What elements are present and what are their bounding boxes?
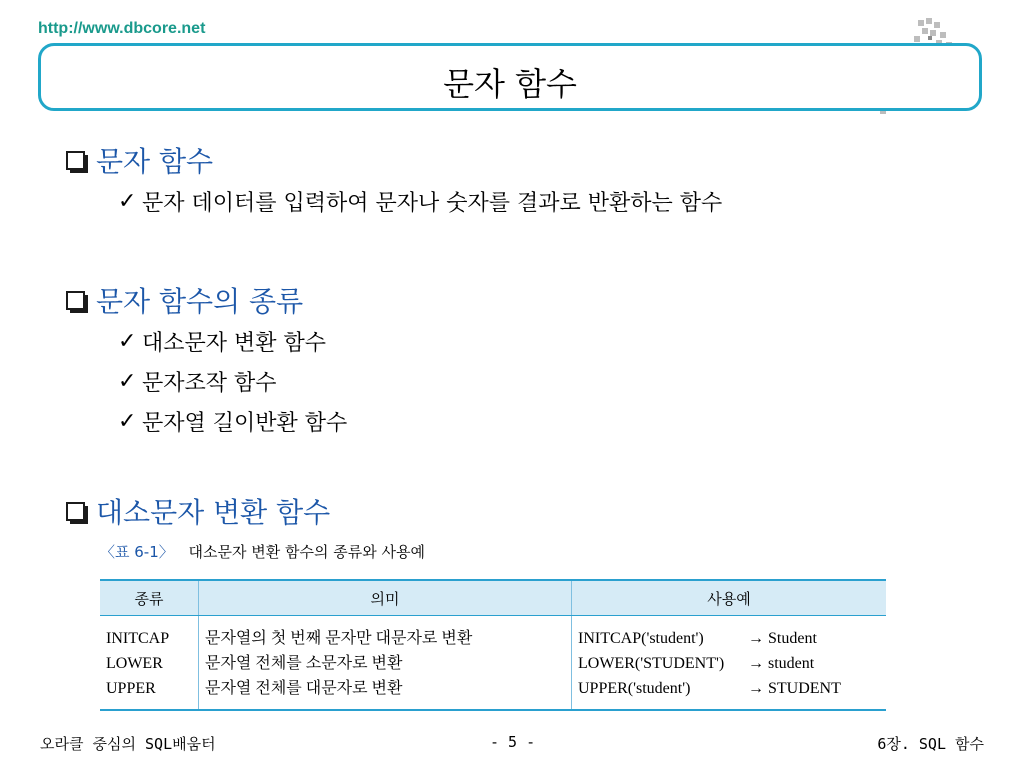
table-caption-text: 대소문자 변환 함수의 종류와 사용예 xyxy=(188,543,425,561)
checkbox-bullet-icon xyxy=(66,291,85,310)
kind-value: LOWER xyxy=(106,655,163,672)
example-result: → STUDENT xyxy=(748,680,841,697)
list-item xyxy=(118,326,326,357)
footer-page-number: - 5 - xyxy=(490,733,536,751)
meaning-cell xyxy=(199,616,572,711)
footer-book-title: 오라클 중심의 SQL배움터 xyxy=(40,735,216,753)
list-item-text: 문자조작 함수 xyxy=(142,371,277,396)
example-line xyxy=(578,651,880,676)
checkbox-bullet-icon xyxy=(66,502,85,521)
meaning-value: 문자열 전체를 대문자로 변환 xyxy=(205,680,403,697)
column-header: 종류 xyxy=(100,580,199,616)
section-heading-case-conversion xyxy=(66,491,330,531)
check-icon: ✓ xyxy=(118,189,137,214)
kind-cell xyxy=(100,616,199,711)
section-heading-text: 문자 함수 xyxy=(96,145,214,178)
meaning-value: 문자열 전체를 소문자로 변환 xyxy=(205,655,403,672)
check-icon: ✓ xyxy=(118,329,137,354)
example-call: LOWER('STUDENT') xyxy=(578,655,725,672)
check-icon: ✓ xyxy=(118,369,137,394)
example-cell xyxy=(572,616,887,711)
checkbox-bullet-icon xyxy=(66,151,85,170)
footer-chapter: 6장. SQL 함수 xyxy=(877,735,984,753)
column-header: 사용예 xyxy=(572,580,887,616)
list-item xyxy=(118,186,722,217)
example-call: INITCAP('student') xyxy=(578,630,704,647)
list-item xyxy=(118,366,277,397)
kind-value: INITCAP xyxy=(106,630,170,647)
example-call: UPPER('student') xyxy=(578,680,691,697)
list-item-text: 문자 데이터를 입력하여 문자나 숫자를 결과로 반환하는 함수 xyxy=(142,191,723,216)
table-row xyxy=(100,616,886,711)
site-url: http://www.dbcore.net xyxy=(38,20,206,37)
section-heading-text: 대소문자 변환 함수 xyxy=(96,496,331,529)
kind-value: UPPER xyxy=(106,680,156,697)
list-item-text: 문자열 길이반환 함수 xyxy=(142,411,348,436)
table-caption xyxy=(100,541,425,562)
example-line xyxy=(578,676,880,701)
section-heading-character-functions xyxy=(66,140,213,180)
meaning-value: 문자열의 첫 번째 문자만 대문자로 변환 xyxy=(205,630,473,647)
list-item-text: 대소문자 변환 함수 xyxy=(142,331,327,356)
example-result: → student xyxy=(748,655,815,672)
section-heading-function-types xyxy=(66,280,303,320)
section-heading-text: 문자 함수의 종류 xyxy=(96,285,304,318)
case-function-table xyxy=(100,579,886,711)
table-header-row xyxy=(100,580,886,616)
list-item xyxy=(118,406,347,437)
check-icon: ✓ xyxy=(118,409,137,434)
page-title: 문자 함수 xyxy=(443,65,577,103)
example-line xyxy=(578,626,880,651)
column-header: 의미 xyxy=(199,580,572,616)
title-banner xyxy=(38,43,982,111)
table-caption-tag: 〈표 6-1〉 xyxy=(100,543,174,561)
example-result: → Student xyxy=(748,630,817,647)
